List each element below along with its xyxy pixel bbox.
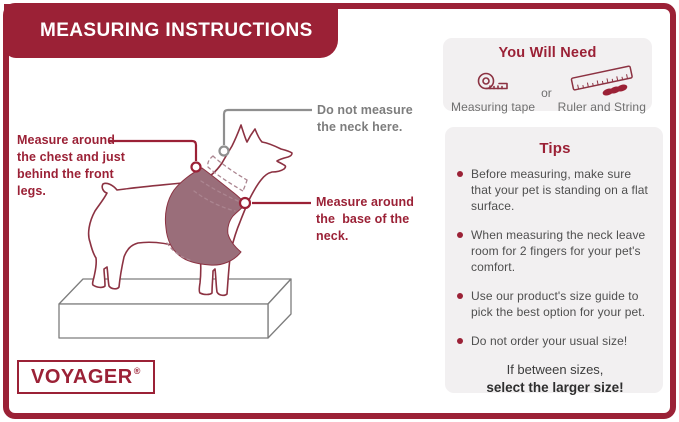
measuring-tape-label: Measuring tape [451,100,536,114]
size-note-line2: select the larger size! [486,380,624,395]
ruler-string-label: Ruler and String [557,100,646,114]
ruler-string-option [558,63,646,114]
size-note-line1: If between sizes, [506,362,604,377]
size-note [457,362,653,395]
tip-item: Do not order your usual size! [457,333,653,349]
annotation-neck-base: Measure around the base of the neck. [316,195,414,243]
tip-item: Use our product's size guide to pick the best option for your pet. [457,288,653,320]
bullet-dot-icon [457,293,463,299]
registered-mark: ® [133,366,141,376]
ruler-and-string-icon [566,63,638,99]
tip-item: When measuring the neck leave room for 2 fingers for your pet's comfort. [457,227,653,275]
annotation-neck-warning: Do not measure the neck here. [317,103,413,134]
annotation-chest: Measure around the chest and just behind the front legs. [17,133,126,198]
bullet-dot-icon [457,232,463,238]
brand-name: VOYAGER [31,366,133,388]
page-title: MEASURING INSTRUCTIONS [40,20,313,41]
you-will-need-card [443,38,652,114]
neck-base-leader-line [240,198,311,208]
tip-item: Before measuring, make sure that your pet is standing on a flat surface. [457,166,653,214]
or-separator: or [541,86,552,100]
measuring-tape-icon [473,71,513,99]
tips-card [445,127,663,393]
measuring-tape-option [451,71,535,114]
voyager-logo [17,360,155,394]
tips-title: Tips [539,140,571,157]
bullet-dot-icon [457,338,463,344]
bullet-dot-icon [457,171,463,177]
platform-box [59,279,291,338]
title-banner [4,4,338,58]
you-will-need-title: You Will Need [498,45,597,61]
